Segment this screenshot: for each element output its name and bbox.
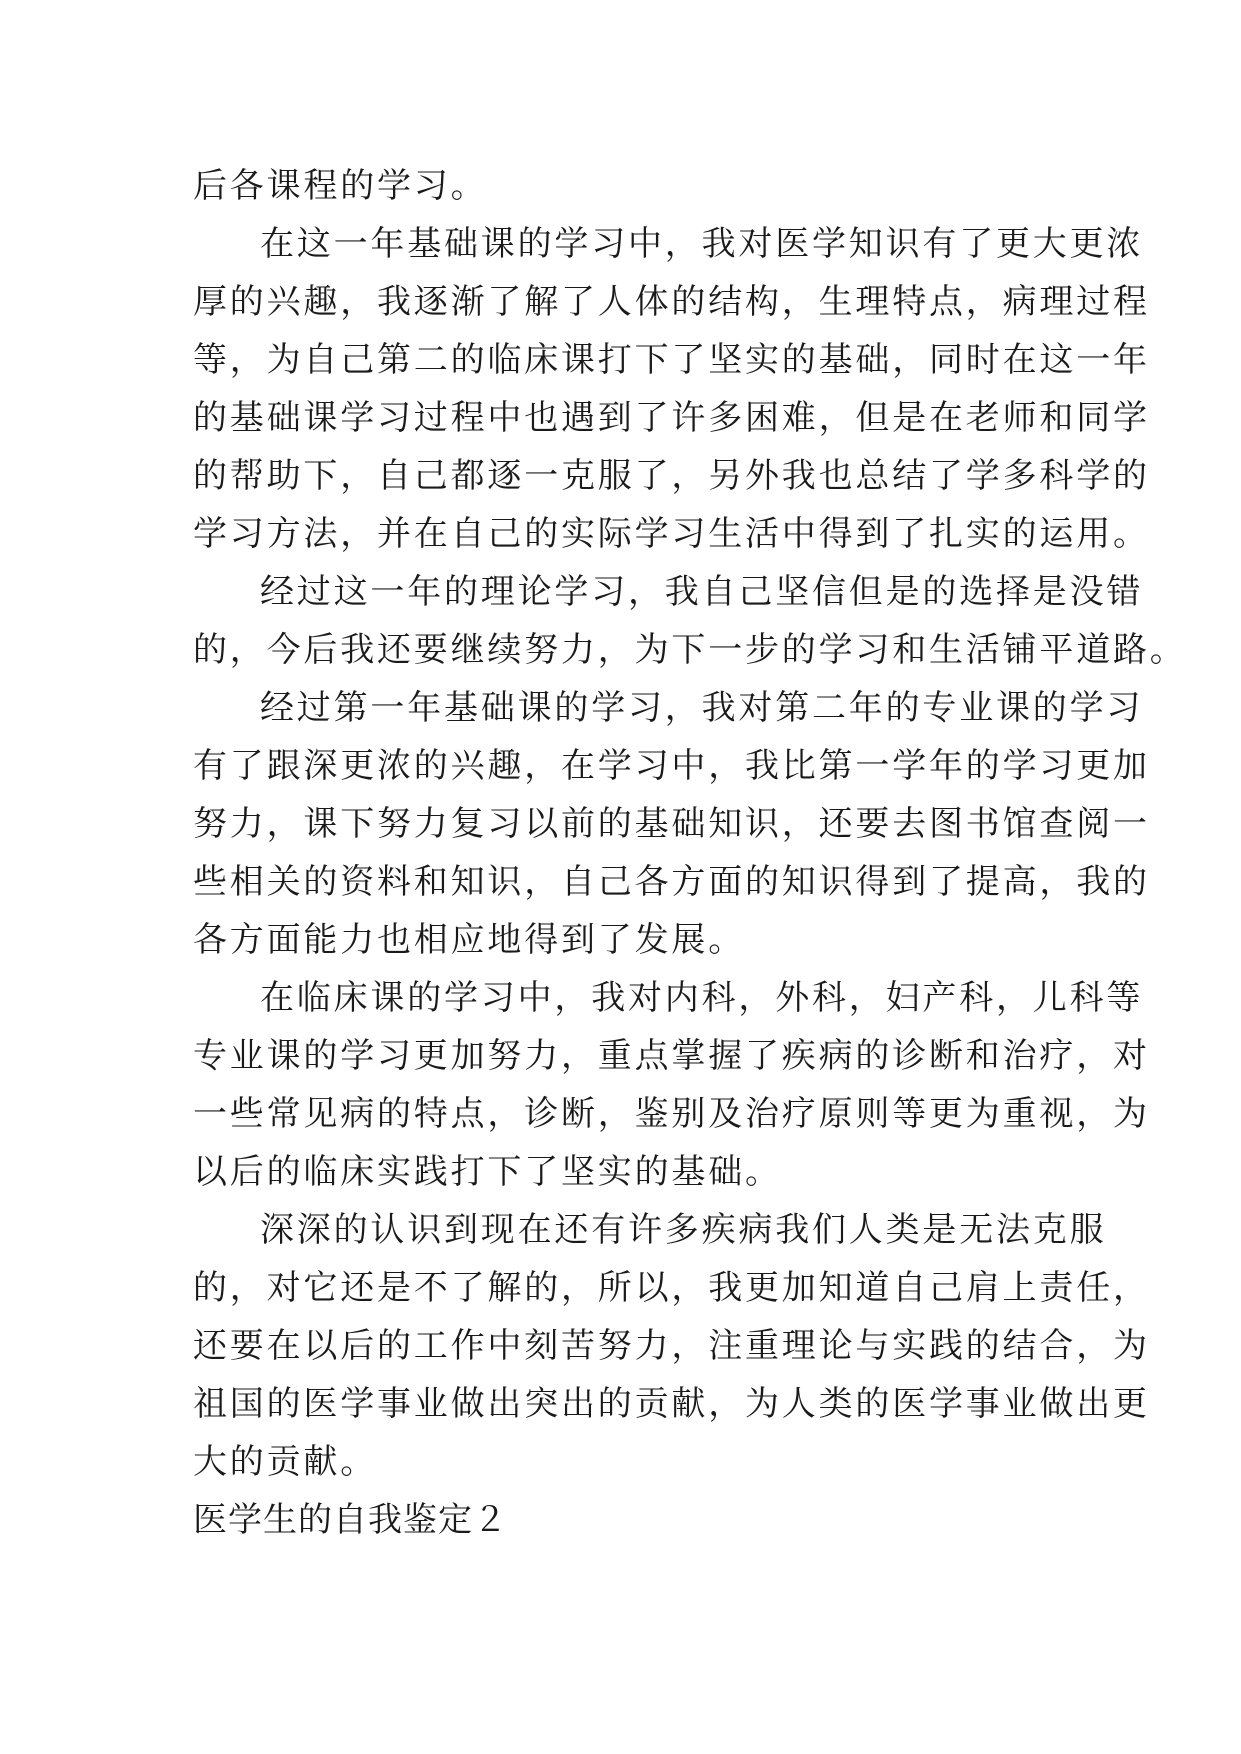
text-line: 大的贡献。 <box>193 1442 377 1482</box>
text-line: 学习方法，并在自己的实际学习生活中得到了扎实的运用。 <box>193 514 1150 554</box>
text-line: 在这一年基础课的学习中，我对医学知识有了更大更浓 <box>260 224 1144 264</box>
text-line: 的帮助下，自己都逐一克服了，另外我也总结了学多科学的 <box>193 456 1150 496</box>
text-line: 努力，课下努力复习以前的基础知识，还要去图书馆查阅一 <box>193 804 1150 844</box>
text-line: 专业课的学习更加努力，重点掌握了疾病的诊断和治疗，对 <box>193 1036 1150 1076</box>
text-line: 以后的临床实践打下了坚实的基础。 <box>193 1152 782 1192</box>
text-line: 的基础课学习过程中也遇到了许多困难，但是在老师和同学 <box>193 398 1150 438</box>
text-line: 的，今后我还要继续努力，为下一步的学习和生活铺平道路。 <box>193 630 1187 670</box>
text-line: 各方面能力也相应地得到了发展。 <box>193 920 745 960</box>
text-line: 祖国的医学事业做出突出的贡献，为人类的医学事业做出更 <box>193 1384 1150 1424</box>
text-line: 有了跟深更浓的兴趣，在学习中，我比第一学年的学习更加 <box>193 746 1150 786</box>
text-line: 厚的兴趣，我逐渐了解了人体的结构，生理特点，病理过程 <box>193 282 1150 322</box>
text-line: 经过这一年的理论学习，我自己坚信但是的选择是没错 <box>260 572 1144 612</box>
text-line: 经过第一年基础课的学习，我对第二年的专业课的学习 <box>260 688 1144 728</box>
text-line: 一些常见病的特点，诊断，鉴别及治疗原则等更为重视，为 <box>193 1094 1150 1134</box>
text-line: 等，为自己第二的临床课打下了坚实的基础，同时在这一年 <box>193 340 1150 380</box>
section-heading: 医学生的自我鉴定２ <box>193 1500 508 1540</box>
text-line: 的，对它还是不了解的，所以，我更加知道自己肩上责任， <box>193 1268 1150 1308</box>
text-line: 在临床课的学习中，我对内科，外科，妇产科，儿科等 <box>260 978 1144 1018</box>
text-line: 些相关的资料和知识，自己各方面的知识得到了提高，我的 <box>193 862 1150 902</box>
text-line: 还要在以后的工作中刻苦努力，注重理论与实践的结合，为 <box>193 1326 1150 1366</box>
text-line: 深深的认识到现在还有许多疾病我们人类是无法克服 <box>260 1210 1107 1250</box>
text-line: 后各课程的学习。 <box>193 166 488 206</box>
